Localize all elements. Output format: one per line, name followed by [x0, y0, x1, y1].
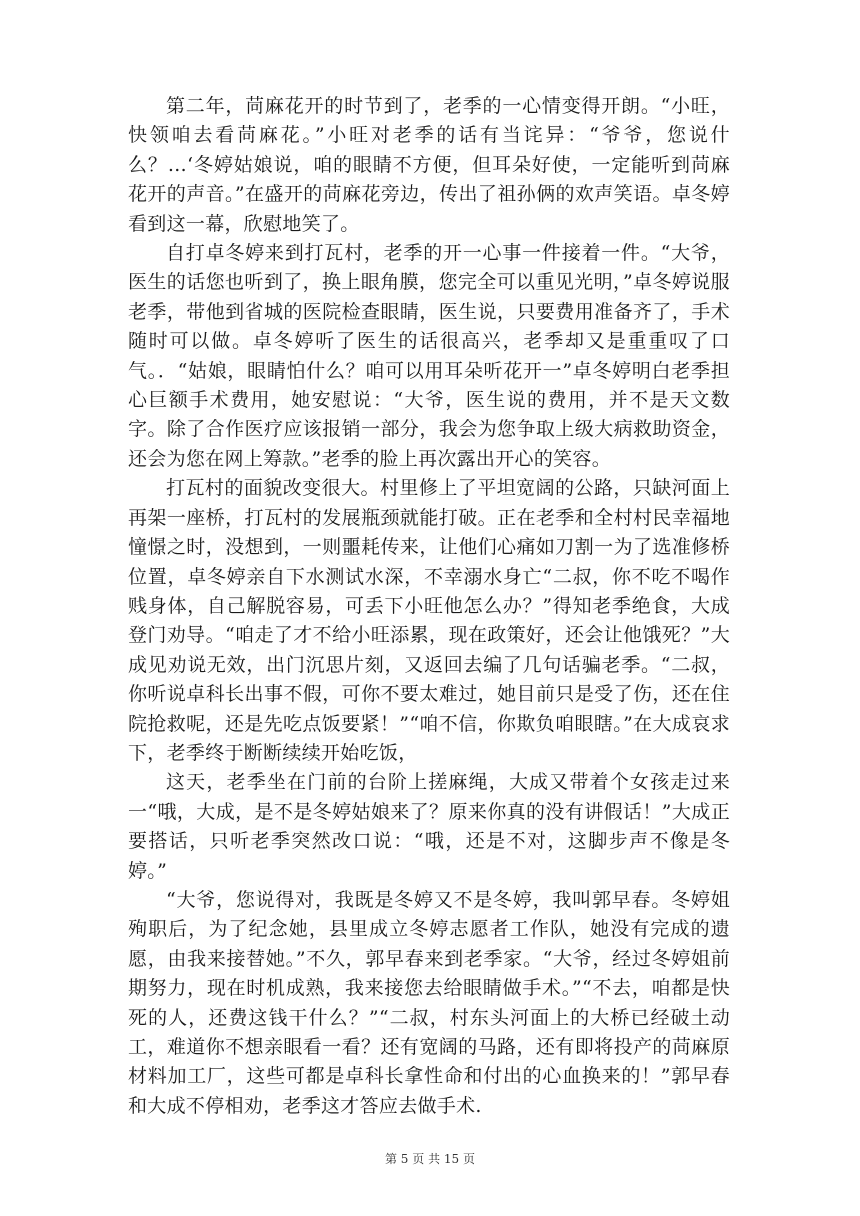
paragraph-3: 打瓦村的面貌改变很大。村里修上了平坦宽阔的公路，只缺河面上再架一座桥，打瓦村的发展瓶颈就能打破。正在老季和全村村民幸福地憧憬之时，没想到，一则噩耗传来，让他们心痛如刀割一为了选准修桥位置，卓冬婷亲自下水测试水深，不幸溺水身亡“二叔，你不吃不喝作贱身体，自己解脱容易，可丢下小旺他怎么办？”得知老季绝食，大成登门劝导。“咱走了才不给小旺添累，现在政策好，还会让他饿死？”大成见劝说无效，出门沉思片刻，又返回去编了几句话骗老季。“二叔，你听说卓科长出事不假，可你不要太难过，她目前只是受了伤，还在住院抢救呢，还是先吃点饭要紧！”“咱不信，你欺负咱眼瞎。”在大成哀求下，老季终于断断续续开始吃饭，: [128, 477, 730, 764]
paragraph-5: “大爷，您说得对，我既是冬婷又不是冬婷，我叫郭早春。冬婷姐殉职后，为了纪念她，县里成立冬婷志愿者工作队，她没有完成的遗愿，由我来接替她。”不久，郭早春来到老季家。“大爷，经过冬婷姐前期努力，现在时机成熟，我来接您去给眼睛做手术。”“不去，咱都是快死的人，还费这钱干什么？”“二叔，村东头河面上的大桥已经破土动工，难道你不想亲眼看一看？还有宽阔的马路，还有即将投产的苘麻原材料加工厂，这些可都是卓科长拿性命和付出的心血换来的！”郭早春和大成不停相劝，老季这才答应去做手术.: [128, 888, 730, 1117]
footer-suffix: 页: [463, 1152, 476, 1166]
footer-middle: 页 共: [412, 1152, 441, 1166]
footer-current-page: 5: [400, 1152, 409, 1166]
document-body: [128, 92, 730, 1121]
paragraph-2: 自打卓冬婷来到打瓦村，老季的开一心事一件接着一件。“大爷，医生的话您也听到了，换上眼角膜，您完全可以重见光明，”卓冬婷说服老季，带他到省城的医院检查眼睛，医生说，只要费用准备齐了，手术随时可以做。卓冬婷听了医生的话很高兴，老季却又是重重叹了口气。．“姑娘，眼睛怕什么？咱可以用耳朵听花开一”卓冬婷明白老季担心巨额手术费用，她安慰说：“大爷，医生说的费用，并不是天文数字。除了合作医疗应该报销一部分，我会为您争取上级大病救助资金，还会为您在网上筹款。”老季的脸上再次露出开心的笑容。: [128, 242, 730, 470]
page-footer: [0, 1150, 860, 1167]
paragraph-4: 这天，老季坐在门前的台阶上搓麻绳，大成又带着个女孩走过来一“哦，大成，是不是冬婷姑娘来了？原来你真的没有讲假话！”大成正要搭话，只听老季突然改口说：“哦，还是不对，这脚步声不像是冬婷。”: [128, 771, 730, 882]
footer-prefix: 第: [384, 1152, 397, 1166]
footer-total-pages: 15: [443, 1152, 460, 1166]
paragraph-1: 第二年，苘麻花开的时节到了，老季的一心情变得开朗。“小旺，快领咱去看苘麻花。”小旺对老季的话有当诧异：“爷爷，您说什么？…‘冬婷姑娘说，咱的眼睛不方便，但耳朵好使，一定能听到苘麻花开的声音。”在盛开的苘麻花旁边，传出了祖孙俩的欢声笑语。卓冬婷看到这一幕，欣慰地笑了。: [128, 95, 730, 235]
